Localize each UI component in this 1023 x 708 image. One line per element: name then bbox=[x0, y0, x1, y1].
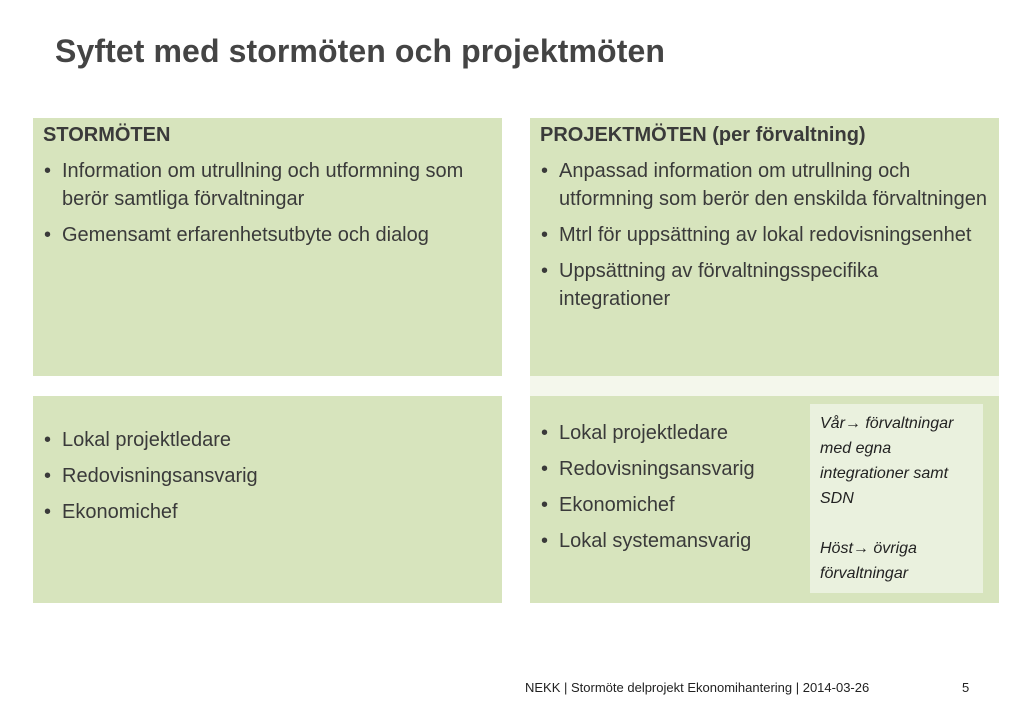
bullet-icon: • bbox=[44, 465, 52, 487]
bullet-icon: • bbox=[541, 422, 549, 444]
note-line-autumn: Höst→ övriga förvaltningar bbox=[820, 540, 917, 582]
bullet-icon: • bbox=[44, 224, 52, 246]
list-item: • Mtrl för uppsättning av lokal redovisningsenhet bbox=[540, 221, 989, 249]
stormoten-purpose-box bbox=[33, 118, 502, 376]
bullet-icon: • bbox=[44, 501, 52, 523]
bullet-icon: • bbox=[541, 224, 549, 246]
footer-text: NEKK | Stormöte delprojekt Ekonomihantering | 2014-03-26 bbox=[525, 680, 870, 695]
projektmoten-heading: PROJEKTMÖTEN (per förvaltning) bbox=[540, 124, 866, 146]
bullet-icon: • bbox=[44, 429, 52, 451]
list-item: • Lokal systemansvarig bbox=[540, 527, 989, 555]
right-arrow-icon: → bbox=[844, 415, 861, 432]
bullet-icon: • bbox=[541, 458, 549, 480]
right-arrow-icon: → bbox=[852, 540, 869, 557]
list-item: • Ekonomichef bbox=[43, 498, 492, 526]
bullet-icon: • bbox=[541, 260, 549, 282]
timeline-note bbox=[810, 404, 983, 593]
list-item: • Redovisningsansvarig bbox=[43, 462, 492, 490]
stormoten-heading: STORMÖTEN bbox=[43, 124, 171, 146]
list-item: • Lokal projektledare bbox=[540, 419, 989, 447]
list-item: • Redovisningsansvarig bbox=[540, 455, 989, 483]
list-item: • Uppsättning av förvaltningsspecifika integrationer bbox=[540, 257, 989, 313]
list-item: • Anpassad information om utrullning och utformning som berör den enskilda förvaltningen bbox=[540, 157, 989, 213]
page-number: 5 bbox=[962, 680, 970, 695]
list-item: • Lokal projektledare bbox=[43, 426, 492, 454]
note-line-spring: Vår→ förvaltningar med egna integrationer samt SDN bbox=[820, 415, 954, 507]
list-item: • Information om utrullning och utformning som berör samtliga förvaltningar bbox=[43, 157, 492, 213]
projektmoten-purpose-box bbox=[530, 118, 999, 376]
list-item: • Gemensamt erfarenhetsutbyte och dialog bbox=[43, 221, 492, 249]
bullet-icon: • bbox=[541, 530, 549, 552]
stormoten-participants-list bbox=[43, 426, 492, 526]
stormoten-purpose-list bbox=[43, 157, 492, 249]
stormoten-participants-box bbox=[33, 396, 502, 603]
divider-strip bbox=[530, 376, 999, 396]
projektmoten-purpose-list bbox=[540, 157, 989, 313]
bullet-icon: • bbox=[541, 160, 549, 182]
list-item: • Ekonomichef bbox=[540, 491, 989, 519]
bullet-icon: • bbox=[44, 160, 52, 182]
slide-title: Syftet med stormöten och projektmöten bbox=[55, 33, 665, 69]
bullet-icon: • bbox=[541, 494, 549, 516]
